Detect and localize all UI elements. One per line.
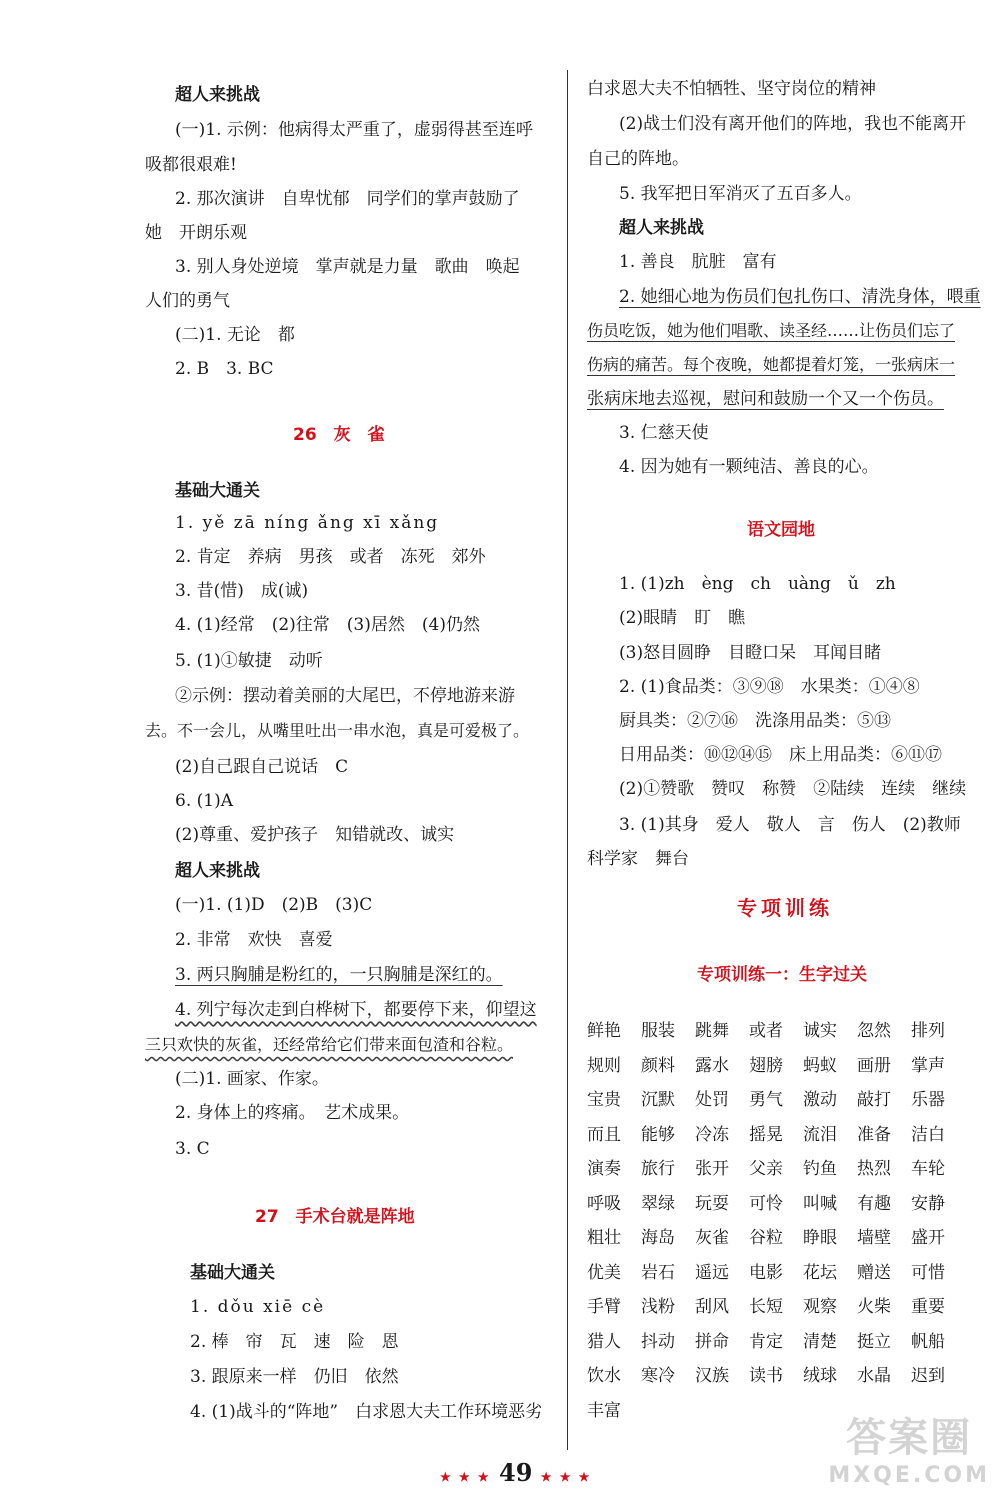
vocab-word: 盛开 [911,1228,945,1248]
challenge-heading: 超人来挑战 [175,85,260,105]
underlined-answer: 4. 列宁每次走到白桦树下，都要停下来，仰望这 [175,1000,537,1020]
lesson-27-title: 27 手术台就是阵地 [255,1207,415,1227]
answer-line: 2. 身体上的疼痛。 艺术成果。 [175,1103,410,1123]
answer-line: 厨具类：②⑦⑯ 洗涤用品类：⑤⑬ [619,711,891,731]
vocab-word: 勇气 [749,1090,783,1110]
vocab-word: 洁白 [911,1124,945,1145]
special-training-subtitle: 专项训练一：生字过关 [697,965,867,985]
answer-line: (2)战士们没有离开他们的阵地，我也不能离开 [619,114,967,134]
answer-line: 3. 别人身处逆境 掌声就是力量 歌曲 唤起 [175,257,520,277]
answer-line: (3)怒目圆睁 目瞪口呆 耳闻目睹 [619,643,882,663]
answer-line: 2. 肯定 养病 男孩 或者 冻死 郊外 [175,547,486,567]
vocab-word: 沉默 [641,1090,675,1110]
vocab-word: 重要 [911,1297,945,1317]
vocab-word: 观察 [803,1297,837,1317]
answer-line: 4. (1)经常 (2)往常 (3)居然 (4)仍然 [175,615,480,635]
vocab-word: 有趣 [857,1193,891,1214]
vocab-word: 饮水 [587,1366,621,1386]
answer-line: (二)1. 无论 都 [175,325,295,345]
vocab-word: 粗壮 [587,1228,621,1248]
answer-line: 2. 非常 欢快 喜爱 [175,930,333,950]
vocab-word: 迟到 [911,1366,945,1386]
challenge-heading: 超人来挑战 [619,218,704,238]
vocab-word: 拼命 [695,1331,729,1352]
vocab-row [587,1193,965,1215]
vocab-word: 演奏 [587,1159,621,1179]
vocab-word: 处罚 [695,1090,729,1110]
vocab-word: 火柴 [857,1297,891,1317]
watermark-logo: 答案圈 [846,1415,973,1461]
answer-line: 6. (1)A [175,791,233,811]
vocab-row [587,1124,965,1146]
underlined-answer: 三只欢快的灰雀，还经常给它们带来面包渣和谷粒。 [145,1035,514,1054]
vocab-word: 读书 [749,1366,783,1386]
answer-line: 3. 跟原来一样 仍旧 依然 [190,1367,399,1387]
basics-heading: 基础大通关 [190,1263,275,1283]
underlined-answer: 伤病的痛苦。每个夜晚，她都提着灯笼，一张病床一 [587,355,956,374]
answer-line: 白求恩大夫不怕牺牲、坚守岗位的精神 [587,79,876,99]
vocab-word: 掌声 [911,1055,945,1076]
vocab-word: 叫喊 [803,1193,837,1214]
answer-line: 4. 因为她有一颗纯洁、善良的心。 [619,457,879,477]
vocab-word: 墙壁 [857,1228,891,1248]
answer-line: (2)尊重、爱护孩子 知错就改、诚实 [175,825,455,845]
vocab-word: 热烈 [857,1159,891,1179]
vocab-word: 肯定 [749,1331,783,1352]
answer-line: 自己的阵地。 [587,149,689,169]
vocab-word: 岩石 [641,1262,675,1283]
answer-line: (一)1. (1)D (2)B (3)C [175,895,373,915]
vocab-word: 翅膀 [749,1055,783,1076]
column-divider [567,70,568,1450]
vocab-row [587,1158,965,1180]
vocab-word: 长短 [749,1297,783,1317]
vocab-word: 浅粉 [641,1297,675,1317]
vocab-row [587,1365,965,1387]
page-number: 49 [499,1458,533,1487]
vocab-word: 能够 [641,1124,675,1145]
vocab-word: 宝贵 [587,1090,621,1110]
vocab-row [587,1262,965,1284]
watermark [828,1406,990,1488]
vocab-word: 或者 [749,1021,783,1041]
vocab-word: 跳舞 [695,1021,729,1041]
answer-line: 2. 那次演讲 自卑忧郁 同学们的掌声鼓励了 [175,189,520,209]
watermark-url: MXQE.COM [828,1463,990,1488]
vocab-row [587,1400,641,1422]
vocab-word: 乐器 [911,1090,945,1110]
vocab-word: 遥远 [695,1262,729,1283]
vocab-word: 海岛 [641,1228,675,1248]
pinyin-line: 1. (1)zh èng ch uàng ǔ zh [619,574,896,594]
vocab-word: 诚实 [803,1021,837,1041]
vocab-word: 挺立 [857,1331,891,1352]
answer-line: 3. 昔(惜) 成(诚) [175,581,309,601]
vocab-word: 旅行 [641,1159,675,1179]
underlined-answer: 张病床地去巡视，慰问和鼓励一个又一个伤员。 [587,389,944,409]
vocab-word: 丰富 [587,1400,621,1421]
star-icon: ★ ★ ★ [440,1470,491,1484]
pinyin-line: 1. yě zā níng ǎng xī xǎng [175,513,440,533]
answer-line: (2)自己跟自己说话 C [175,757,349,777]
answer-line: 2. (1)食品类：③⑨⑱ 水果类：①④⑧ [619,677,920,697]
answer-line: 日用品类：⑩⑫⑭⑮ 床上用品类：⑥⑪⑰ [619,745,942,765]
answer-line: 科学家 舞台 [587,849,689,869]
vocab-word: 颜料 [641,1055,675,1076]
vocab-word: 绒球 [803,1366,837,1386]
answer-line: 3. 仁慈天使 [619,423,709,443]
underlined-answer: 伤员吃饭，她为他们唱歌、读圣经……让伤员们忘了 [587,321,956,340]
vocab-word: 寒冷 [641,1366,675,1386]
vocab-word: 准备 [857,1124,891,1145]
yuwen-yuandi-title: 语文园地 [747,520,815,540]
lesson-26-title: 26 灰 雀 [293,425,385,445]
vocab-word: 清楚 [803,1331,837,1352]
answer-line: (2)①赞歌 赞叹 称赞 ②陆续 连续 继续 [619,779,967,799]
vocab-word: 流泪 [803,1124,837,1145]
answer-line: 2. B 3. BC [175,359,274,379]
answer-line: ②示例：摆动着美丽的大尾巴，不停地游来游 [175,686,515,706]
vocab-row [587,1020,965,1042]
vocab-word: 安静 [911,1193,945,1214]
special-training-title: 专项训练 [737,896,833,920]
vocab-word: 刮风 [695,1297,729,1317]
answer-line: (2)眼睛 盯 瞧 [619,608,746,628]
vocab-word: 可怜 [749,1193,783,1214]
vocab-word: 画册 [857,1055,891,1076]
vocab-word: 谷粒 [749,1228,783,1248]
vocab-word: 激动 [803,1090,837,1110]
vocab-word: 排列 [911,1021,945,1041]
vocab-word: 呼吸 [587,1193,621,1214]
vocab-word: 抖动 [641,1331,675,1352]
answer-line: 4. (1)战斗的“阵地” 白求恩大夫工作环境恶劣 [190,1402,543,1422]
vocab-row [587,1055,965,1077]
vocab-word: 车轮 [911,1159,945,1179]
star-icon: ★ ★ ★ [540,1470,592,1484]
answer-line: 人们的勇气 [145,291,230,311]
pinyin-line: 1. dǒu xiē cè [190,1297,326,1317]
vocab-word: 张开 [695,1159,729,1179]
vocab-word: 冷冻 [695,1124,729,1145]
answer-line: 她 开朗乐观 [145,223,247,243]
vocab-row [587,1296,965,1318]
answer-line: 3. (1)其身 爱人 敬人 言 伤人 (2)教师 [619,815,961,835]
answer-line: 3. C [175,1139,210,1159]
vocab-word: 可惜 [911,1262,945,1283]
answer-line: 5. 我军把日军消灭了五百多人。 [619,184,862,204]
vocab-word: 花坛 [803,1262,837,1283]
answer-line: 1. 善良 肮脏 富有 [619,252,777,272]
vocab-row [587,1331,965,1353]
vocab-word: 钓鱼 [803,1159,837,1179]
vocab-word: 规则 [587,1055,621,1076]
vocab-word: 帆船 [911,1331,945,1352]
vocab-row [587,1089,965,1111]
vocab-row [587,1227,965,1249]
answer-line: 5. (1)①敏捷 动听 [175,651,323,671]
vocab-word: 露水 [695,1055,729,1076]
answer-line: (二)1. 画家、作家。 [175,1069,329,1089]
vocab-word: 父亲 [749,1159,783,1179]
vocab-word: 猎人 [587,1331,621,1352]
answer-line: 2. 棒 帘 瓦 速 险 恩 [190,1332,399,1352]
answer-line: 去。不一会儿，从嘴里吐出一串水泡，真是可爱极了。 [145,721,530,740]
vocab-word: 汉族 [695,1366,729,1386]
vocab-word: 鲜艳 [587,1021,621,1041]
vocab-word: 玩耍 [695,1193,729,1214]
vocab-word: 而且 [587,1124,621,1145]
underlined-answer: 3. 两只胸脯是粉红的，一只胸脯是深红的。 [175,965,503,985]
vocab-word: 睁眼 [803,1228,837,1248]
vocab-word: 水晶 [857,1366,891,1386]
vocab-word: 灰雀 [695,1228,729,1248]
vocab-word: 敲打 [857,1090,891,1110]
underlined-answer: 2. 她细心地为伤员们包扎伤口、清洗身体，喂重 [619,287,981,307]
vocab-word: 赠送 [857,1262,891,1283]
vocab-word: 服装 [641,1021,675,1041]
vocab-word: 蚂蚁 [803,1055,837,1076]
vocab-word: 忽然 [857,1021,891,1041]
answer-line: (一)1. 示例：他病得太严重了，虚弱得甚至连呼 [175,120,533,140]
vocab-word: 翠绿 [641,1193,675,1214]
basics-heading: 基础大通关 [175,481,260,501]
page-footer [440,1458,591,1487]
vocab-word: 摇晃 [749,1124,783,1145]
challenge-heading: 超人来挑战 [175,861,260,881]
vocab-word: 电影 [749,1262,783,1283]
vocab-word: 手臂 [587,1297,621,1317]
vocab-word: 优美 [587,1262,621,1283]
answer-line: 吸都很艰难! [145,155,237,175]
